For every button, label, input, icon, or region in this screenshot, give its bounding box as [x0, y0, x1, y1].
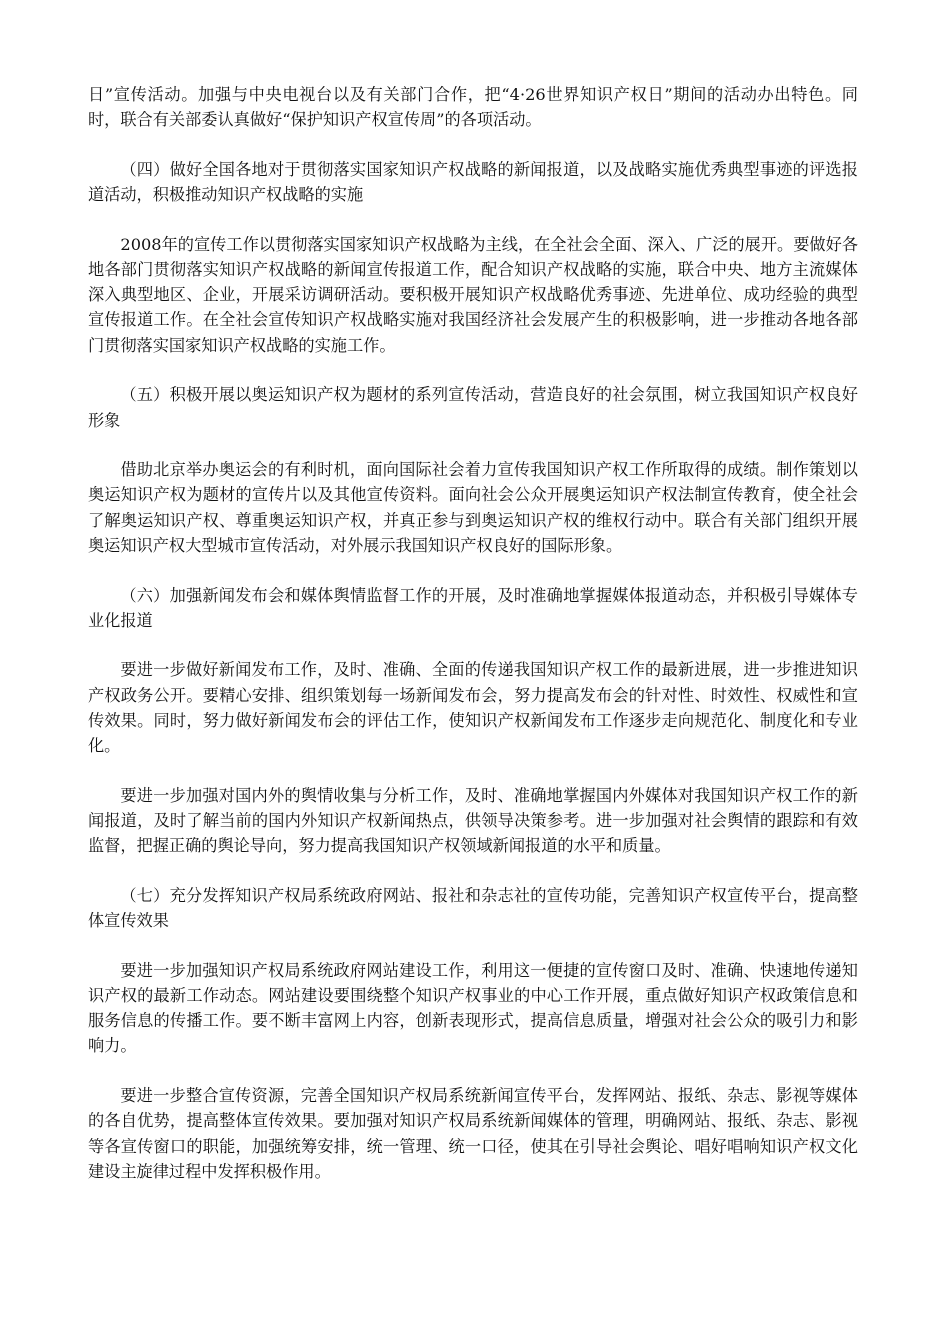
section-heading-5: （五）积极开展以奥运知识产权为题材的系列宣传活动，营造良好的社会氛围，树立我国知识产权良好形象: [88, 385, 858, 430]
paragraph-body: 要进一步整合宣传资源，完善全国知识产权局系统新闻宣传平台，发挥网站、报纸、杂志、影视等媒体的各自优势，提高整体宣传效果。要加强对知识产权局系统新闻媒体的管理，明确网站、报纸、杂志、影视等各宣传窗口的职能，加强统筹安排，统一管理、统一口径，使其在引导社会舆论、唱好唱响知识产权文化建设主旋律过程中发挥积极作用。: [88, 1086, 858, 1181]
paragraph-body: 要进一步做好新闻发布工作，及时、准确、全面的传递我国知识产权工作的最新进展，进一步推进知识产权政务公开。要精心安排、组织策划每一场新闻发布会，努力提高发布会的针对性、时效性、权威性和宣传效果。同时，努力做好新闻发布会的评估工作，使知识产权新闻发布工作逐步走向规范化、制度化和专业化。: [88, 660, 858, 756]
paragraph-body: 要进一步加强知识产权局系统政府网站建设工作，利用这一便捷的宣传窗口及时、准确、快速地传递知识产权的最新工作动态。网站建设要围绕整个知识产权事业的中心工作开展，重点做好知识产权政策信息和服务信息的传播工作。要不断丰富网上内容，创新表现形式，提高信息质量，增强对社会公众的吸引力和影响力。: [88, 960, 858, 1056]
paragraph-body: 2008年的宣传工作以贯彻落实国家知识产权战略为主线，在全社会全面、深入、广泛的展开。要做好各地各部门贯彻落实知识产权战略的新闻宣传报道工作，配合知识产权战略的实施，联合中央、地方主流媒体深入典型地区、企业，开展采访调研活动。要积极开展知识产权战略优秀事迹、先进单位、成功经验的典型宣传报道工作。在全社会宣传知识产权战略实施对我国经济社会发展产生的积极影响，进一步推动各地各部门贯彻落实国家知识产权战略的实施工作。: [88, 234, 858, 355]
section-heading-4: （四）做好全国各地对于贯彻落实国家知识产权战略的新闻报道，以及战略实施优秀典型事迹的评选报道活动，积极推动知识产权战略的实施: [88, 159, 858, 205]
document-page: [88, 82, 858, 1208]
paragraph-continuation: 日”宣传活动。加强与中央电视台以及有关部门合作，把“4·26世界知识产权日”期间的活动办出特色。同时，联合有关部委认真做好“保护知识产权宣传周”的各项活动。: [88, 85, 858, 130]
paragraph-body: 要进一步加强对国内外的舆情收集与分析工作，及时、准确地掌握国内外媒体对我国知识产权工作的新闻报道，及时了解当前的国内外知识产权新闻热点，供领导决策参考。进一步加强对社会舆情的跟踪和有效监督，把握正确的舆论导向，努力提高我国知识产权领域新闻报道的水平和质量。: [88, 785, 858, 856]
section-heading-7: （七）充分发挥知识产权局系统政府网站、报社和杂志社的宣传功能，完善知识产权宣传平台，提高整体宣传效果: [88, 885, 858, 931]
section-heading-6: （六）加强新闻发布会和媒体舆情监督工作的开展，及时准确地掌握媒体报道动态，并积极引导媒体专业化报道: [88, 585, 858, 630]
paragraph-body: 借助北京举办奥运会的有利时机，面向国际社会着力宣传我国知识产权工作所取得的成绩。制作策划以奥运知识产权为题材的宣传片以及其他宣传资料。面向社会公众开展奥运知识产权法制宣传教育，使全社会了解奥运知识产权、尊重奥运知识产权，并真正参与到奥运知识产权的维权行动中。联合有关部门组织开展奥运知识产权大型城市宣传活动，对外展示我国知识产权良好的国际形象。: [88, 460, 858, 555]
